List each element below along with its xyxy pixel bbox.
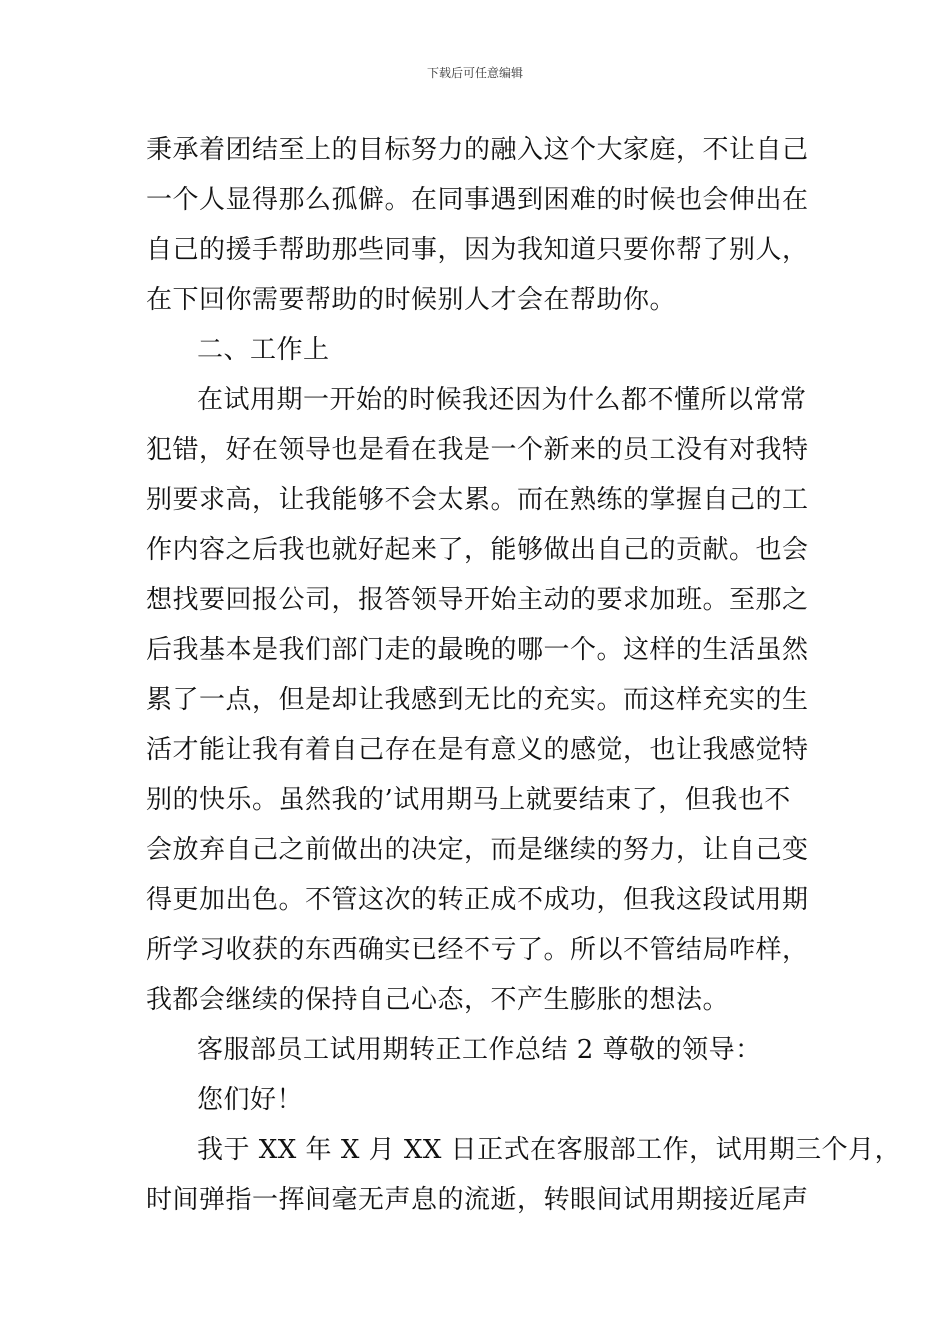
- body-line: 所学习收获的东西确实已经不亏了。所以不管结局咋样，: [146, 935, 809, 965]
- body-line: 活才能让我有着自己存在是有意义的感觉，也让我感觉特: [146, 735, 809, 765]
- body-line: 秉承着团结至上的目标努力的融入这个大家庭，不让自己: [146, 135, 809, 165]
- body-line: 得更加出色。不管这次的转正成不成功，但我这段试用期: [146, 885, 809, 915]
- document-subtitle: 客服部员工试用期转正工作总结 2 尊敬的领导：: [197, 1035, 762, 1065]
- body-line: 自己的援手帮助那些同事，因为我知道只要你帮了别人，: [146, 235, 809, 265]
- body-line: 后我基本是我们部门走的最晚的哪一个。这样的生活虽然: [146, 635, 809, 665]
- body-line: 想找要回报公司，报答领导开始主动的要求加班。至那之: [146, 585, 809, 615]
- body-line: 别的快乐。虽然我的’试用期马上就要结束了，但我也不: [146, 785, 791, 815]
- page-header: 下载后可任意编辑: [426, 66, 523, 80]
- body-line: 累了一点，但是却让我感到无比的充实。而这样充实的生: [146, 685, 809, 715]
- body-line: 作内容之后我也就好起来了，能够做出自己的贡献。也会: [146, 535, 809, 565]
- body-line: 我于 XX 年 X 月 XX 日正式在客服部工作，试用期三个月，: [197, 1135, 902, 1165]
- section-heading: 二、工作上: [197, 335, 330, 365]
- body-line: 我都会继续的保持自己心态，不产生膨胀的想法。: [146, 985, 730, 1015]
- greeting: 您们好！: [197, 1085, 304, 1115]
- body-line: 会放弃自己之前做出的决定，而是继续的努力，让自己变: [146, 835, 809, 865]
- body-line: 犯错，好在领导也是看在我是一个新来的员工没有对我特: [146, 435, 809, 465]
- body-line: 在下回你需要帮助的时候别人才会在帮助你。: [146, 285, 677, 315]
- body-line: 别要求高，让我能够不会太累。而在熟练的掌握自己的工: [146, 485, 809, 515]
- body-line: 时间弹指一挥间毫无声息的流逝，转眼间试用期接近尾声: [146, 1185, 809, 1215]
- body-line: 一个人显得那么孤僻。在同事遇到困难的时候也会伸出在: [146, 185, 809, 215]
- body-line: 在试用期一开始的时候我还因为什么都不懂所以常常: [197, 385, 807, 415]
